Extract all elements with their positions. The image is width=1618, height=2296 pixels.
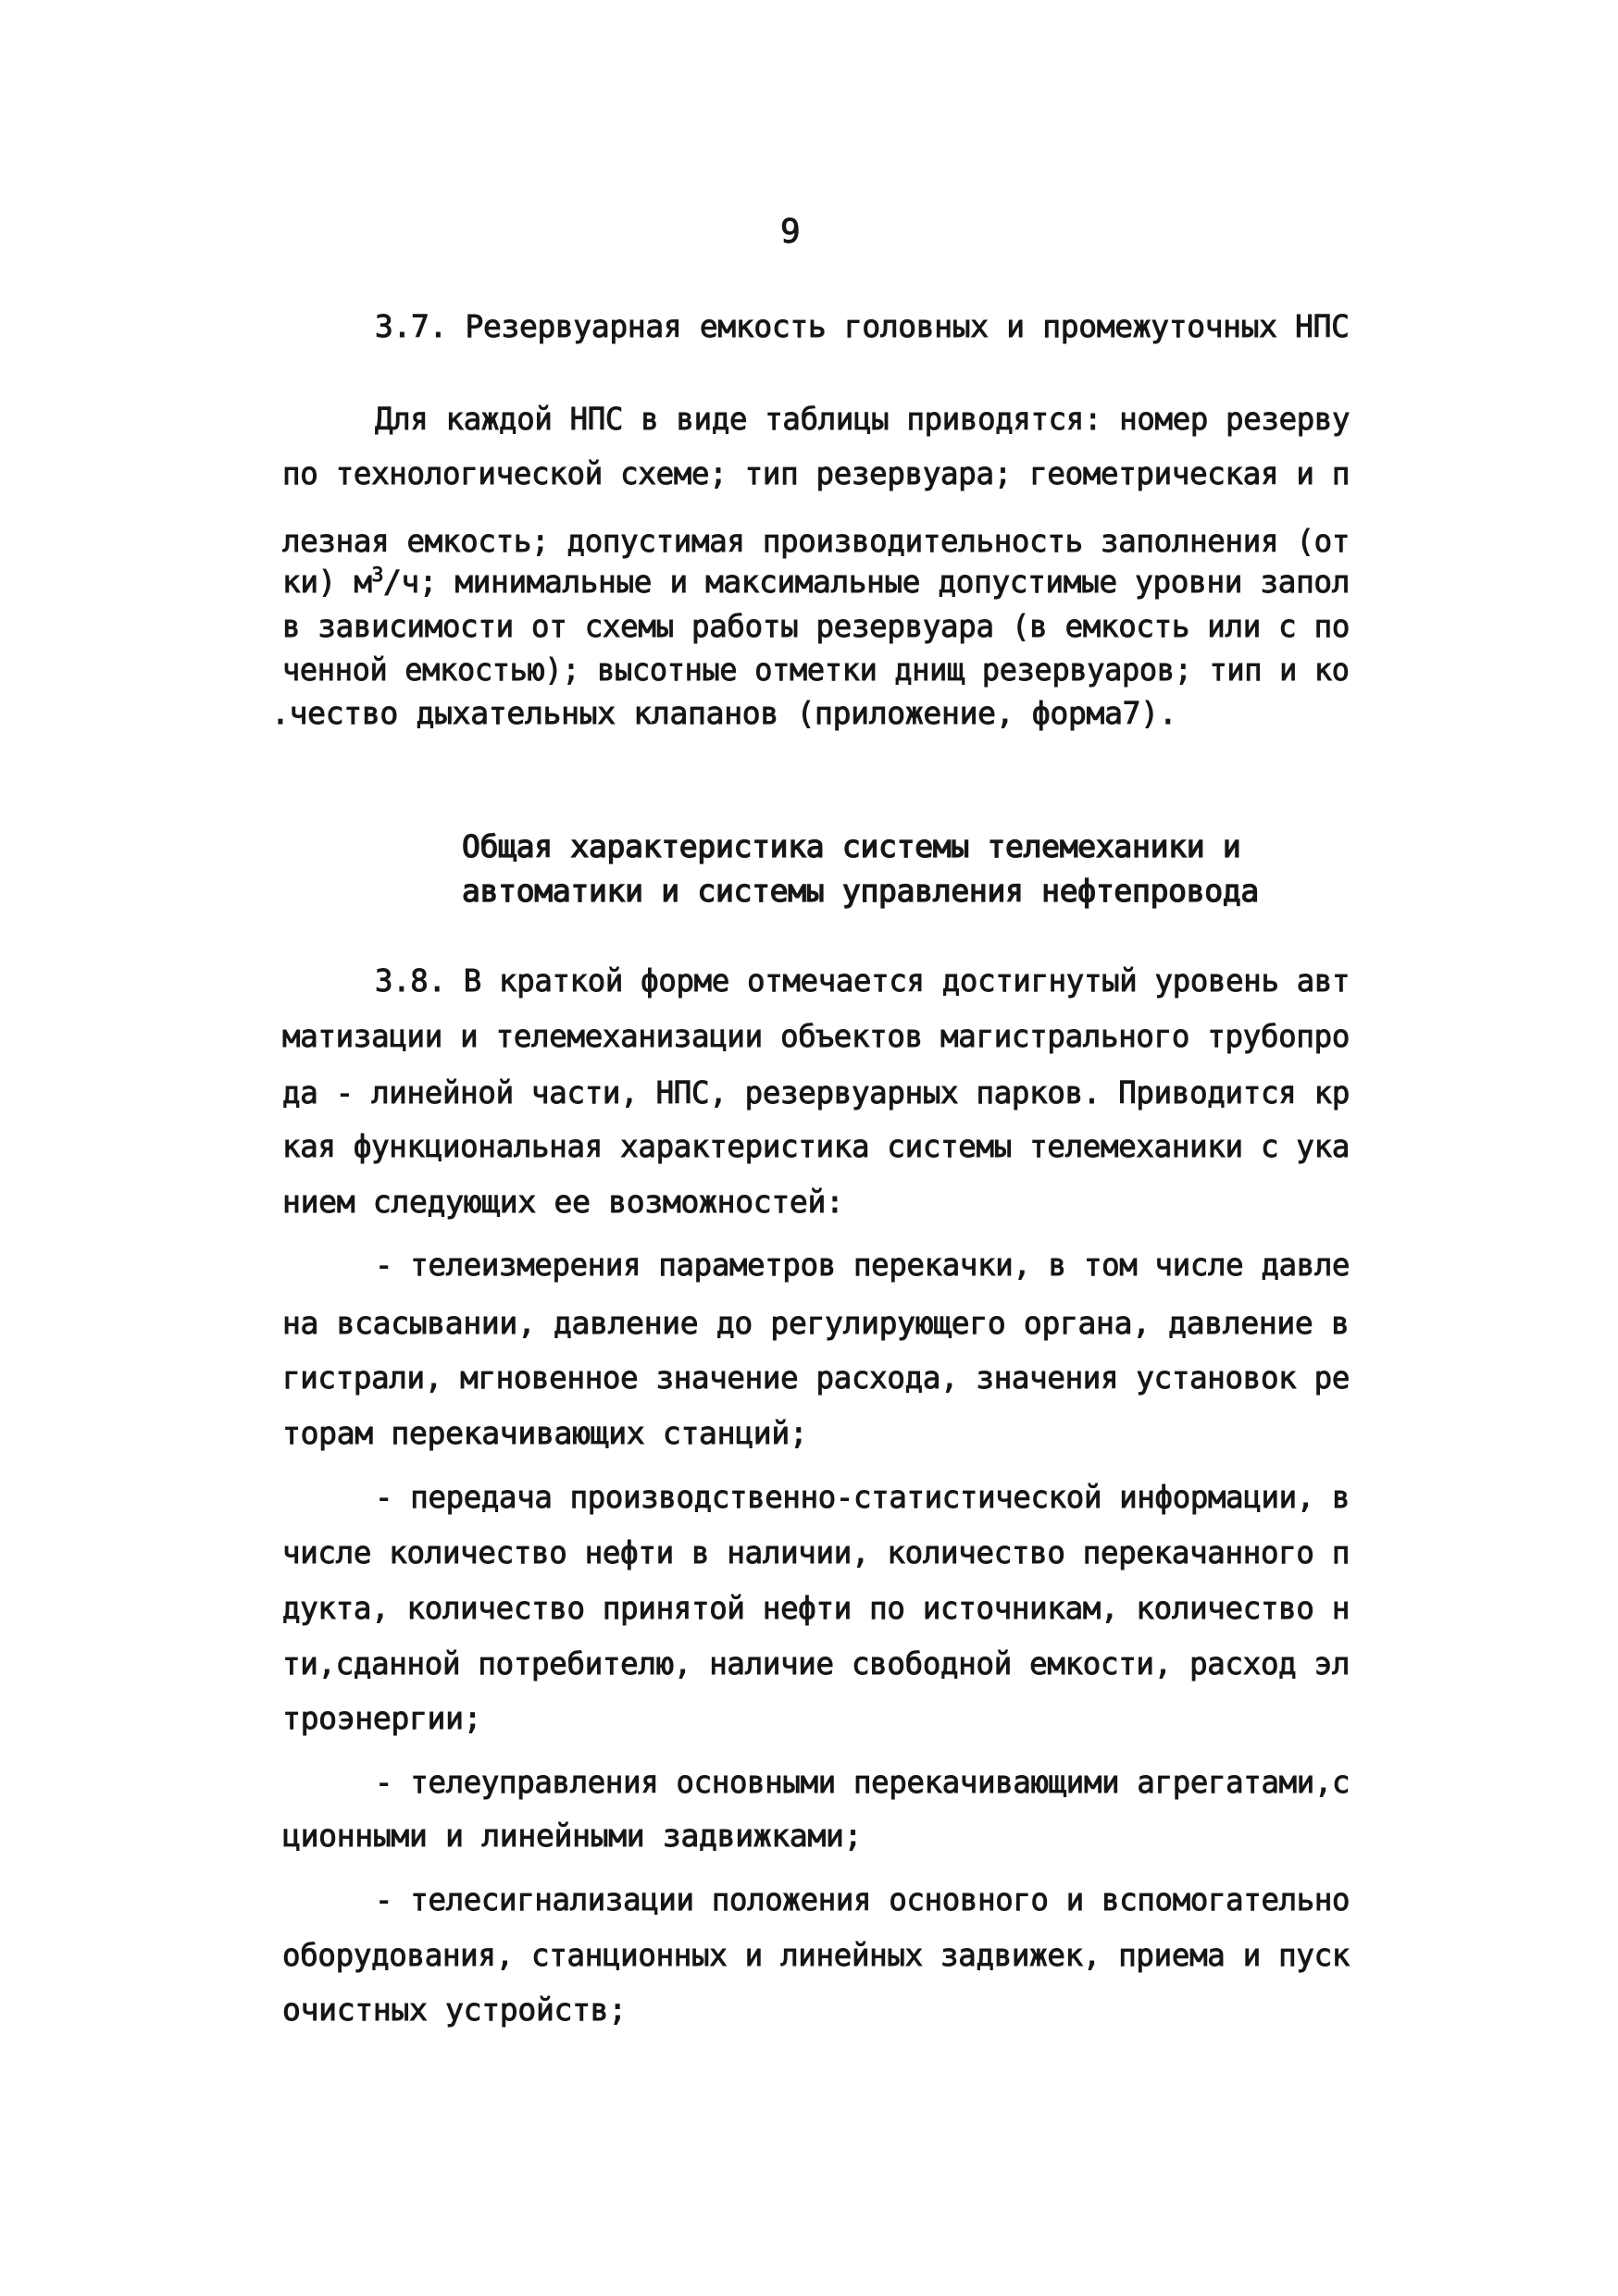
bullet-line: ционными и линейными задвижками;	[282, 1818, 863, 1854]
section-3-7-line: в зависимости от схемы работы резервуара (в емкость или с по	[282, 608, 1350, 644]
section-3-7-line: .чество дыхательных клапанов (приложение, форма7).	[271, 695, 1177, 731]
bullet-line: ти,сданной потребителю, наличие свободной емкости, расход эл	[282, 1645, 1350, 1682]
bullet-line: троэнергии;	[282, 1700, 482, 1736]
section-3-7-heading: 3.7. Резервуарная емкость головных и промежуточных НПС	[375, 308, 1350, 344]
bullet-line: - передача производственно-статистической информации, в	[375, 1479, 1350, 1515]
subheading-line: Общая характеристика системы телемеханики и	[462, 828, 1241, 864]
bullet-line: гистрали, мгновенное значение расхода, значения установок ре	[282, 1359, 1350, 1396]
line-text: ки) м	[282, 564, 372, 600]
page-number: 9	[780, 213, 801, 251]
bullet-line: оборудования, станционных и линейных задвижек, приема и пуск	[282, 1937, 1350, 1973]
subheading-line: автоматики и системы управления нефтепровода	[462, 873, 1259, 909]
bullet-line: - телесигнализации положения основного и вспомогательно	[375, 1881, 1350, 1917]
section-3-8-line: нием следующих ее возможностей:	[282, 1184, 844, 1220]
superscript: 3	[371, 564, 384, 588]
bullet-line: числе количество нефти в наличии, количество перекачанного п	[282, 1534, 1350, 1570]
section-3-8-line: 3.8. В краткой форме отмечается достигнутый уровень авт	[375, 962, 1350, 999]
bullet-line: на всасывании, давление до регулирующего органа, давление в	[282, 1305, 1350, 1341]
bullet-line: очистных устройств;	[282, 1992, 627, 2028]
bullet-line: - телеизмерения параметров перекачки, в том числе давле	[375, 1247, 1350, 1283]
section-3-7-line: по технологической схеме; тип резервуара; геометрическая и п	[282, 455, 1350, 491]
section-3-7-line	[282, 564, 1350, 600]
bullet-line: дукта, количество принятой нефти по источникам, количество н	[282, 1590, 1350, 1626]
bullet-line: - телеуправления основными перекачивающими агрегатами,с	[375, 1764, 1350, 1800]
bullet-line: торам перекачивающих станций;	[282, 1415, 808, 1451]
section-3-7-line: Для каждой НПС в виде таблицы приводятся: номер резерву	[375, 401, 1350, 437]
section-3-8-line: да - линейной части, НПС, резервуарных парков. Приводится кр	[282, 1074, 1350, 1111]
section-3-8-line: матизации и телемеханизации объектов магистрального трубопро	[282, 1018, 1350, 1054]
section-3-7-line: лезная емкость; допустимая производительность заполнения (от	[282, 523, 1350, 559]
section-3-7-line: ченной емкостью); высотные отметки днищ резервуаров; тип и ко	[282, 652, 1350, 688]
line-text: /ч; минимальные и максимальные допустимые уровни запол	[383, 564, 1350, 600]
section-3-8-line: кая функциональная характеристика системы телемеханики с ука	[282, 1128, 1350, 1164]
